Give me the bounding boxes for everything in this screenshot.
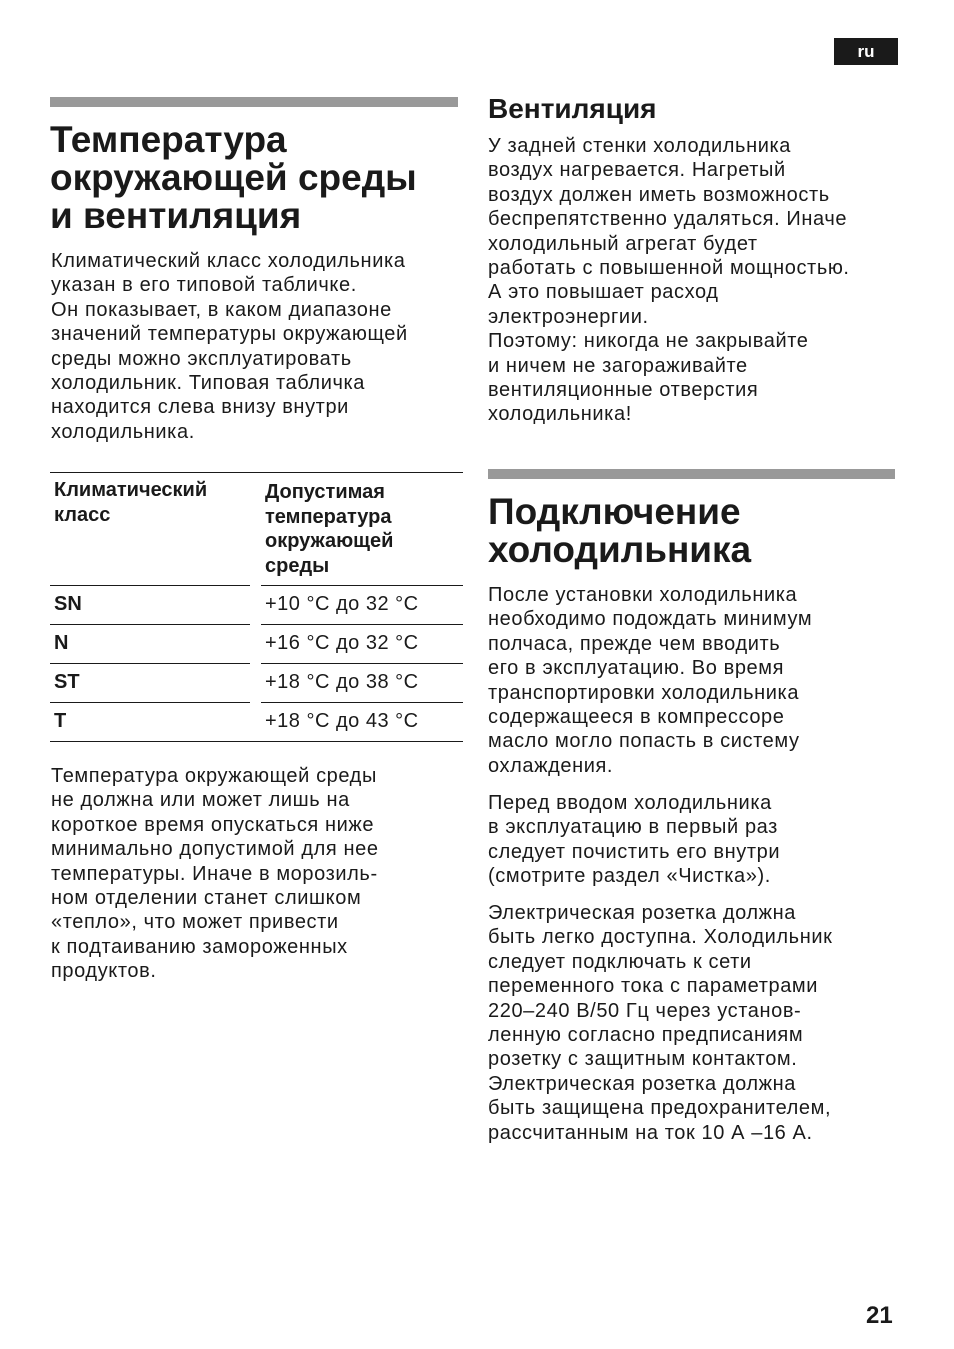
text-line: Поэтому: никогда не закрывайте (488, 330, 809, 353)
connection-paragraph-2 (488, 791, 918, 889)
text-line: короткое время опускаться ниже (51, 813, 375, 836)
header-line: температура (265, 505, 392, 528)
text-line: переменного тока с параметрами (488, 975, 819, 998)
table-header-class (54, 478, 207, 527)
text-line: ном отделении станет слишком (51, 887, 362, 910)
climate-class-table (50, 472, 463, 744)
table-divider (261, 663, 463, 664)
text-line: необходимо подождать минимум (488, 608, 813, 631)
page-number: 21 (866, 1302, 893, 1329)
note-paragraph (51, 764, 471, 984)
text-line: в эксплуатацию в первый раз (488, 816, 778, 839)
text-line: содержащееся в компрессоре (488, 706, 785, 729)
text-line: быть легко доступна. Холодильник (488, 926, 833, 949)
header-line: окружающей (265, 530, 394, 552)
text-line: «тепло», что может привести (51, 911, 339, 934)
table-cell-range: +18 °C до 43 °C (265, 710, 419, 732)
table-divider (50, 702, 250, 703)
table-divider (50, 624, 250, 625)
text-line: его в эксплуатацию. Во время (488, 657, 785, 680)
table-cell-class: SN (54, 593, 82, 615)
table-border-bottom (50, 741, 463, 742)
text-line: А это повышает расход (488, 281, 719, 304)
text-line: следует подключать к сети (488, 950, 752, 973)
text-line: Перед вводом холодильника (488, 792, 772, 814)
text-line: охлаждения. (488, 754, 614, 777)
text-line: воздух нагревается. Нагретый (488, 159, 786, 182)
text-line: Он показывает, в каком диапазоне (51, 298, 392, 321)
header-line: Климатический (54, 479, 208, 501)
section-rule-left (50, 97, 458, 107)
table-cell-range: +10 °C до 32 °C (265, 593, 419, 615)
text-line: холодильный агрегат будет (488, 232, 758, 255)
table-cell-class: T (54, 710, 67, 732)
text-line: указан в его типовой табличке. (51, 274, 357, 297)
text-line: ленную согласно предписаниям (488, 1024, 804, 1047)
table-divider (50, 663, 250, 664)
text-line: 220–240 В/50 Гц через установ- (488, 999, 802, 1022)
text-line: к подтаиванию замороженных (51, 935, 348, 958)
text-line: транспортировки холодильника (488, 681, 800, 704)
table-cell-range: +18 °C до 38 °C (265, 671, 419, 693)
connection-paragraph-1 (488, 583, 918, 778)
table-divider (261, 585, 463, 586)
text-line: Климатический класс холодильника (51, 250, 406, 272)
table-cell-range: +16 °C до 32 °C (265, 632, 419, 654)
section-rule-right (488, 469, 895, 479)
text-line: холодильника! (488, 403, 632, 426)
table-divider (261, 702, 463, 703)
text-line: быть защищена предохранителем, (488, 1097, 832, 1120)
text-line: розетку с защитным контактом. (488, 1048, 798, 1071)
text-line: и ничем не загораживайте (488, 354, 748, 377)
text-line: Электрическая розетка должна (488, 1072, 797, 1095)
text-line: работать с повышенной мощностью. (488, 257, 850, 280)
title-line: и вентиляция (50, 195, 302, 236)
intro-paragraph (51, 249, 471, 444)
table-divider (50, 585, 250, 586)
text-line: холодильника. (51, 420, 195, 443)
text-line: среды можно эксплуатировать (51, 347, 352, 370)
ventilation-paragraph (488, 134, 918, 427)
text-line: минимально допустимой для нее (51, 838, 379, 861)
header-line: класс (54, 503, 111, 526)
table-cell-class: ST (54, 671, 80, 693)
text-line: электроэнергии. (488, 305, 649, 328)
table-divider (261, 624, 463, 625)
text-line: масло могло попасть в систему (488, 730, 800, 753)
text-line: Электрическая розетка должна (488, 902, 797, 924)
text-line: температуры. Иначе в морозиль- (51, 862, 378, 885)
header-line: среды (265, 554, 330, 577)
text-line: После установки холодильника (488, 584, 798, 606)
text-line: полчаса, прежде чем вводить (488, 632, 781, 655)
text-line: беспрепятственно удаляться. Иначе (488, 208, 848, 231)
text-line: находится слева внизу внутри (51, 396, 349, 419)
table-header-temperature (265, 480, 393, 578)
text-line: холодильник. Типовая табличка (51, 372, 366, 395)
text-line: рассчитанным на ток 10 А –16 А. (488, 1121, 813, 1144)
text-line: следует почистить его внутри (488, 840, 781, 863)
title-line: окружающей среды (50, 157, 417, 198)
language-badge: ru (834, 38, 898, 65)
text-line: воздух должен иметь возможность (488, 183, 830, 206)
connection-paragraph-3 (488, 901, 918, 1145)
title-line: Подключение (488, 491, 741, 532)
ventilation-heading: Вентиляция (488, 93, 657, 124)
title-line: холодильника (488, 529, 752, 570)
text-line: продуктов. (51, 960, 157, 983)
text-line: не должна или может лишь на (51, 789, 350, 812)
text-line: (смотрите раздел «Чистка»). (488, 865, 771, 888)
table-cell-class: N (54, 632, 69, 654)
header-line: Допустимая (265, 481, 385, 503)
text-line: значений температуры окружающей (51, 323, 408, 346)
text-line: вентиляционные отверстия (488, 379, 759, 402)
title-line: Температура (50, 119, 287, 160)
page-title (50, 121, 470, 235)
text-line: Температура окружающей среды (51, 765, 377, 787)
text-line: У задней стенки холодильника (488, 135, 792, 157)
table-border-top (50, 472, 463, 473)
connection-heading (488, 493, 908, 569)
